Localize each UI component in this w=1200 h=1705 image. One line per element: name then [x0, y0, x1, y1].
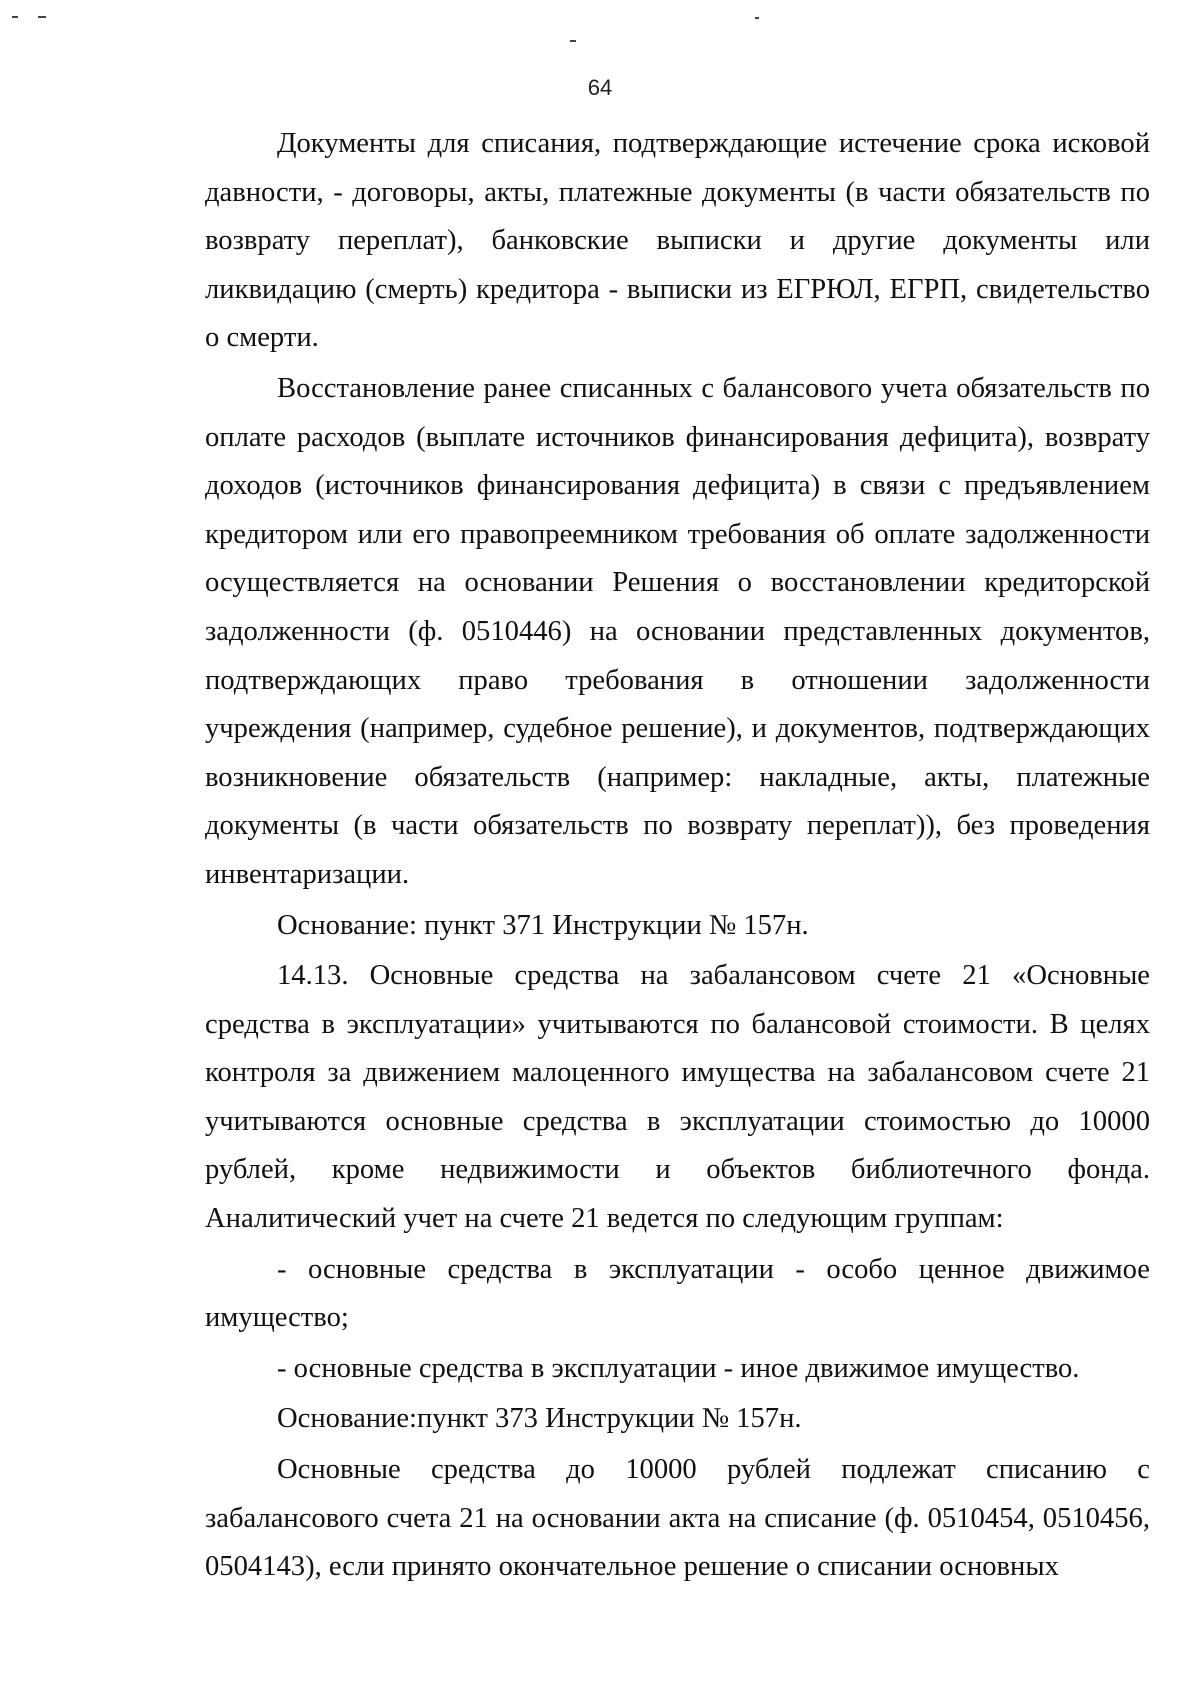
- paragraph: 14.13. Основные средства на забалансовом счете 21 «Основные средства в эксплуатации» учитываются по балансовой стоимости. В целях контроля за движением малоценного имущества на забалансовом счете 21 учитываются основные средства в эксплуатации стоимостью до 10000 рублей, кроме недвижимости и объектов библиотечного фонда. Аналитический учет на счете 21 ведется по следующим группам:: [205, 960, 1150, 1235]
- paragraph: Восстановление ранее списанных с балансового учета обязательств по оплате расходов (выплате источников финансирования дефицита), возврату доходов (источников финансирования дефицита) в связи с предъявлением кредитором или его правопреемником требования об оплате задолженности осуществляется на основании Решения о восстановлении кредиторской задолженности (ф. 0510446) на основании представленных документов, подтверждающих право требования в отношении задолженности учреждения (например, судебное решение), и документов, подтверждающих возникновение обязательств (например: накладные, акты, платежные документы (в части обязательств по возврату переплат)), без проведения инвентаризации.: [205, 372, 1150, 890]
- scan-mark: [570, 40, 576, 42]
- paragraph: Основные средства до 10000 рублей подлежат списанию с забалансового счета 21 на основании акта на списание (ф. 0510454, 0510456, 0504143), если принято окончательное решение о списании основных: [205, 1454, 1150, 1583]
- scan-mark: [755, 17, 759, 19]
- paragraph: - основные средства в эксплуатации - особо ценное движимое имущество;: [205, 1253, 1150, 1334]
- scan-mark: [12, 16, 18, 18]
- document-body: [205, 120, 1150, 1592]
- scan-mark: [38, 16, 46, 18]
- page-number: 64: [587, 75, 613, 100]
- paragraph: Документы для списания, подтверждающие истечение срока исковой давности, - договоры, акты, платежные документы (в части обязательств по возврату переплат), банковские выписки и другие документы или ликвидацию (смерть) кредитора - выписки из ЕГРЮЛ, ЕГРП, свидетельство о смерти.: [205, 128, 1150, 354]
- paragraph: Основание: пункт 371 Инструкции № 157н.: [277, 909, 809, 941]
- paragraph: - основные средства в эксплуатации - иное движимое имущество.: [277, 1352, 1080, 1384]
- paragraph: Основание:пункт 373 Инструкции № 157н.: [277, 1403, 802, 1435]
